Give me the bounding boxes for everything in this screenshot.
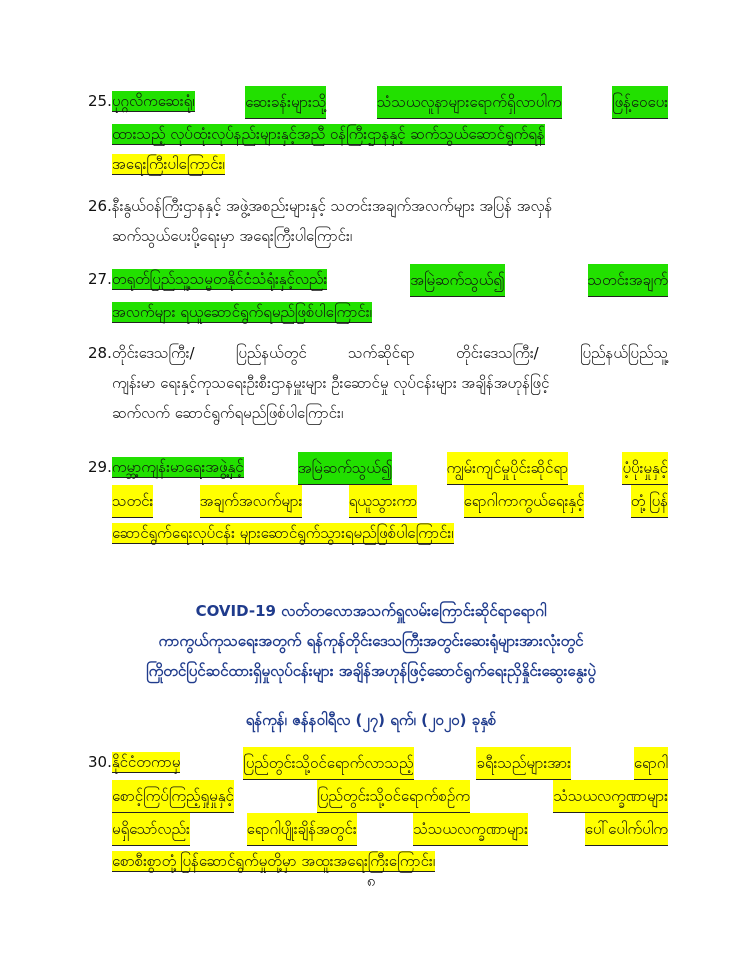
paragraph-line: 25.ပုဂ္ဂလိကဆေးရုံ၊ ဆေးခန်းများသို့ သံသယလူနာများရောက်ရှိလာပါက ဖြန့်ဝေပေး [88,86,668,119]
section-heading-line-2: ကာကွယ်ကုသရေးအတွက် ရန်ကုန်တိုင်းဒေသကြီးအတွင်းဆေးရုံများအားလုံးတွင် [158,632,584,650]
paragraph-29 [88,452,668,548]
item-number: 25. [88,92,112,110]
meeting-date: ရန်ကုန်၊ ဇန်နဝါရီလ (၂၇) ရက်၊ (၂၀၂၀) ခုနှစ် [245,711,497,729]
paragraph-25 [88,86,668,179]
section-heading-line-3: ကြိုတင်ပြင်ဆင်ထားရှိမှုလုပ်ငန်းများ အချိန်အဟုန်ဖြင့်ဆောင်ရွက်ရေးညှိနှိုင်းဆွေးနွေးပွဲ [146,662,596,680]
item-number: 27. [88,270,112,288]
paragraph-line: ကျန်းမာ ရေးနှင့်ကုသရေးဦးစီးဌာနမှူးများ ဦးဆောင်မှု လုပ်ငန်းများ အချိန်အဟုန်ဖြင့် [112,374,550,392]
item-number: 26. [88,197,112,215]
paragraph-line: သတင်း အချက်အလက်များ ရယူသွားကာ ရောဂါကာကွယ်ရေးနှင့် တုံ့ပြန် [88,485,668,518]
paragraph-line: ထားသည့် လုပ်ထုံးလုပ်နည်းများနှင့်အညီ ဝန်ကြီးဌာနနှင့် ဆက်သွယ်ဆောင်ရွက်ရန် [112,125,545,143]
paragraph-line: ဆောင်ရွက်ရေးလုပ်ငန်း များဆောင်ရွက်သွားရမည်ဖြစ်ပါကြောင်း၊ [112,524,454,542]
paragraph-line: ဆက်လက် ဆောင်ရွက်ရမည်ဖြစ်ပါကြောင်း၊ [112,404,344,422]
paragraph-line: စောင့်ကြပ်ကြည့်ရှုမှုနှင့် ပြည်တွင်းသို့ဝင်ရောက်စဉ်က သံသယလက္ခဏာများ [88,780,668,813]
paragraph-line: မရှိသော်လည်း ရောဂါပျိုးချိန်အတွင်း သံသယလက္ခဏာများ ပေါ်ပေါက်ပါက [88,813,668,846]
page-number: ၈ [366,872,376,890]
paragraph-line: ဆက်သွယ်ပေးပို့ရေးမှာ အရေးကြီးပါကြောင်း၊ [112,227,353,245]
paragraph-line: အလက်များ ရယူဆောင်ရွက်ရမည်ဖြစ်ပါကြောင်း၊ [112,303,372,321]
paragraph-26 [88,191,668,251]
section-heading-line-1: COVID-19 လတ်တလောအသက်ရှူလမ်းကြောင်းဆိုင်ရာရောဂါ [195,602,547,620]
paragraph-30 [88,747,668,876]
paragraph-line: 28.တိုင်းဒေသကြီး/ ပြည်နယ်တွင် သက်ဆိုင်ရာ တိုင်းဒေသကြီး/ ပြည်နယ်ပြည်သူ့ [88,344,668,362]
paragraph-line: အရေးကြီးပါကြောင်း၊ [112,155,225,173]
item-number: 30. [88,753,112,771]
item-number: 29. [88,458,112,476]
item-number: 28. [88,344,112,362]
paragraph-line: 27.တရုတ်ပြည်သူ့သမ္မတနိုင်ငံသံရုံးနှင့်လည်း အမြဲဆက်သွယ်၍ သတင်းအချက် [88,264,668,297]
paragraph-line: 29.ကမ္ဘာ့ကျန်းမာရေးအဖွဲ့နှင့် အမြဲဆက်သွယ်၍ ကျွမ်းကျင်မှုပိုင်းဆိုင်ရာ ပံ့ပိုးမှုနှင့် [88,452,668,485]
paragraph-line: 26.နီးနွယ်ဝန်ကြီးဌာနနှင့် အဖွဲ့အစည်းများနှင့် သတင်းအချက်အလက်များ အပြန် အလှန် [88,197,553,215]
paragraph-line: စောစီးစွာတုံ့ပြန်ဆောင်ရွက်မှုတို့မှာ အထူးအရေးကြီးကြောင်း၊ [112,852,436,870]
paragraph-line: 30.နိုင်ငံတကာမှ ပြည်တွင်းသို့ဝင်ရောက်လာသည့် ခရီးသည်များအား ရောဂါ [88,747,668,780]
paragraph-28 [88,338,668,428]
paragraph-27 [88,264,668,327]
